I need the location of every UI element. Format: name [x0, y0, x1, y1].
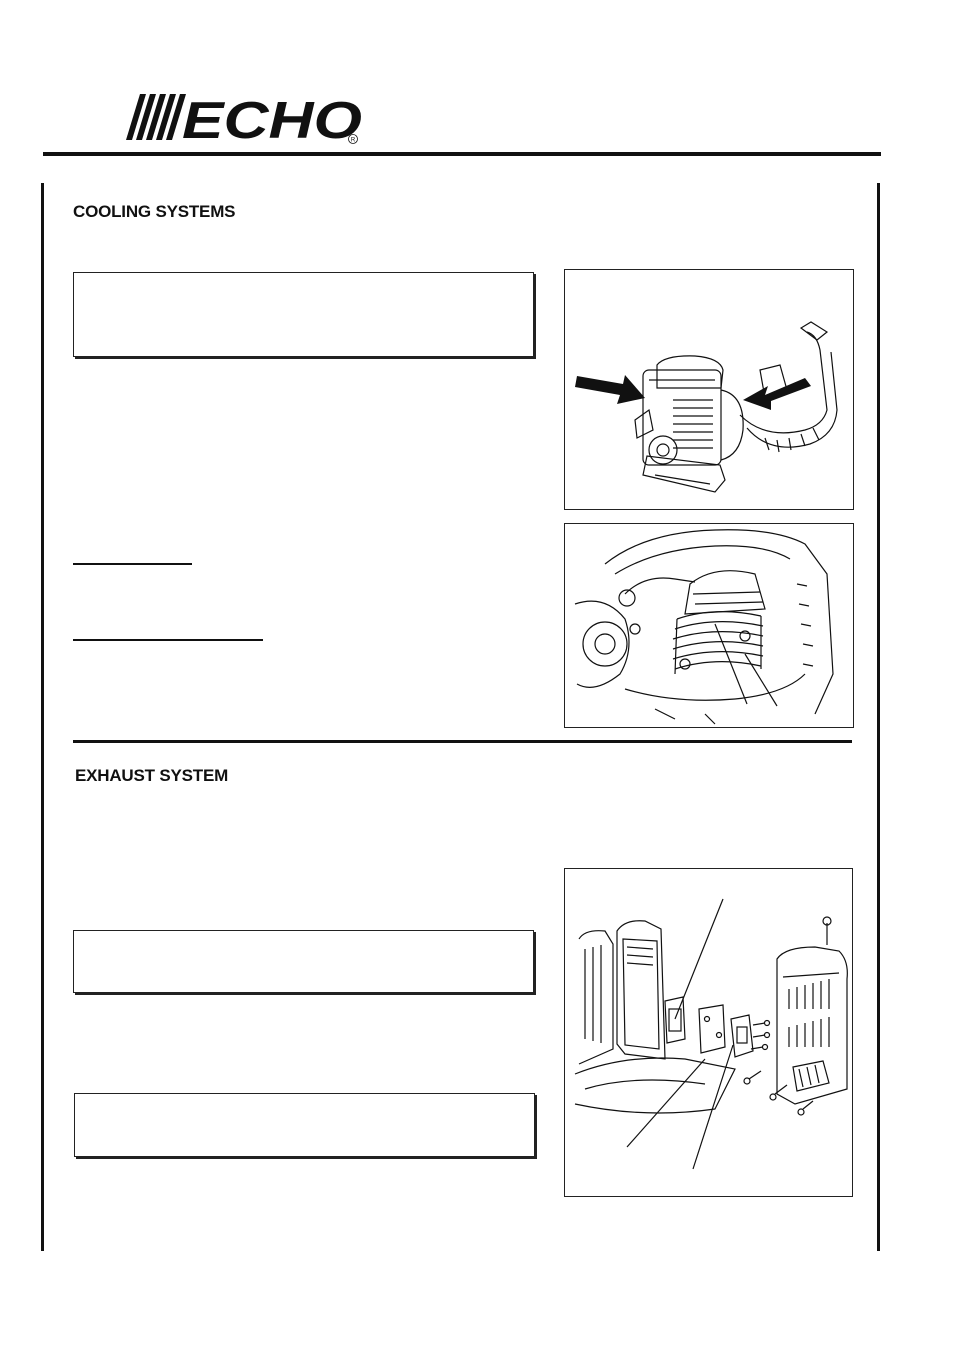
section-divider	[73, 740, 852, 743]
exhaust-note-box-1	[73, 930, 534, 993]
left-margin-rule	[41, 183, 44, 1251]
muffler-exploded-figure	[564, 868, 853, 1197]
header-rule	[43, 152, 881, 156]
cooling-subheading-underline-2	[73, 639, 263, 641]
brand-wordmark: ECHO	[182, 92, 362, 148]
cooling-section-title: COOLING SYSTEMS	[73, 202, 236, 221]
exhaust-note-box-2	[74, 1093, 535, 1157]
blower-airflow-figure	[564, 269, 854, 510]
cooling-note-box	[73, 272, 534, 357]
registered-mark: R	[350, 137, 356, 144]
echo-logo	[122, 90, 372, 148]
cylinder-fins-figure	[564, 523, 854, 728]
right-margin-rule	[877, 183, 880, 1251]
exhaust-section-title: EXHAUST SYSTEM	[75, 766, 229, 785]
cooling-subheading-underline-1	[73, 563, 192, 565]
